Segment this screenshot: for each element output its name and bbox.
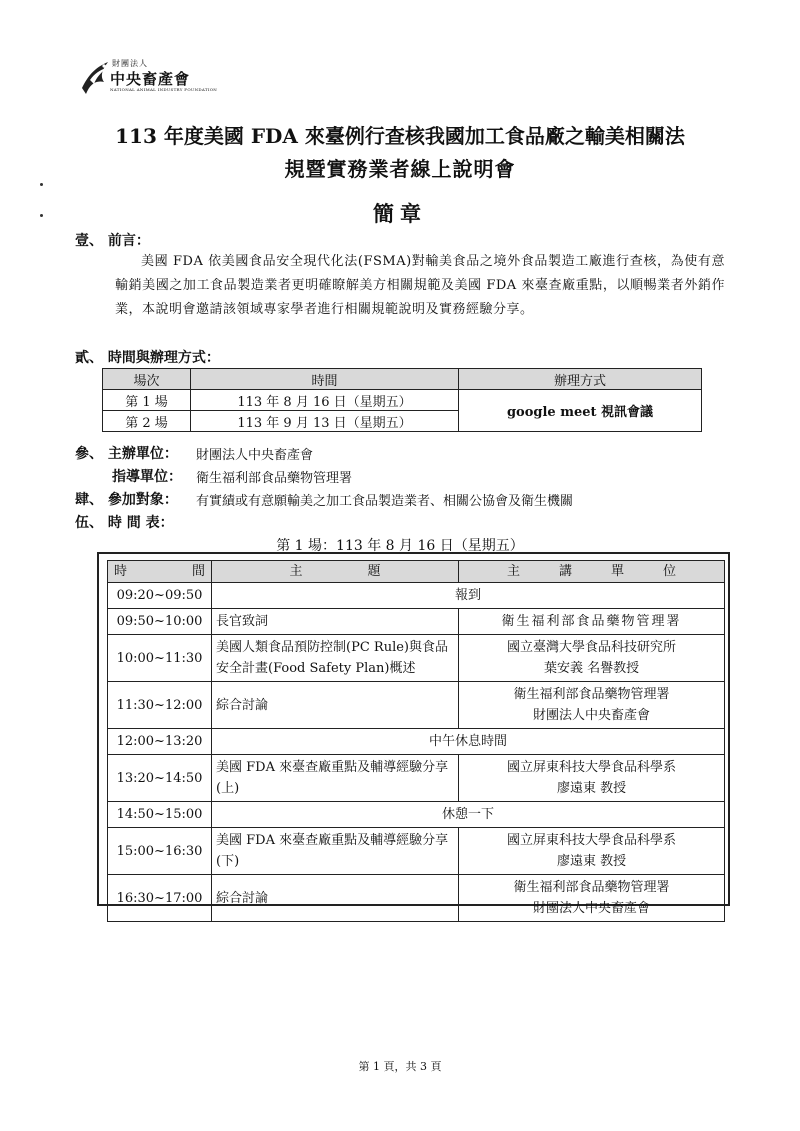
speaker-person: 廖遠東 教授	[556, 781, 627, 796]
row-topic: 綜合討論	[212, 875, 459, 922]
row-topic: 綜合討論	[212, 682, 459, 729]
logo-line1: 財團法人	[112, 59, 148, 68]
session-name: 第 2 場	[103, 411, 191, 432]
speaker-person: 廖遠東 教授	[556, 854, 627, 869]
sessions-header-time: 時間	[191, 369, 459, 390]
foundation-logo	[80, 58, 218, 98]
row-time: 09:20~09:50	[108, 583, 212, 609]
sessions-header-method: 辦理方式	[459, 369, 702, 390]
supervisor-value: 衛生福利部食品藥物管理署	[196, 471, 353, 486]
row-time: 15:00~16:30	[108, 828, 212, 875]
table-row	[108, 729, 725, 755]
row-time: 10:00~11:30	[108, 635, 212, 682]
page-title-line1: 113 年度美國 FDA 來臺例行查核我國加工食品廠之輸美相關法	[115, 124, 685, 148]
section-4-label: 肆、 參加對象：	[75, 492, 178, 508]
table-row	[108, 635, 725, 682]
page-title-line2: 規暨實務業者線上說明會	[284, 157, 516, 181]
speaker-unit: 國立屏東科技大學食品科學系	[507, 833, 677, 848]
row-topic: 中午休息時間	[212, 729, 725, 755]
logo-line2: 中央畜產會	[110, 70, 191, 88]
session-date: 113 年 9 月 13 日（星期五）	[191, 411, 459, 432]
speaker-unit: 衛生福利部食品藥物管理署	[513, 880, 670, 895]
table-row	[108, 583, 725, 609]
table-row	[108, 828, 725, 875]
row-speaker	[459, 755, 725, 802]
speaker-person: 財團法人中央畜產會	[533, 901, 651, 916]
participants-value: 有實績或有意願輸美之加工食品製造業者、相關公協會及衛生機關	[196, 494, 574, 509]
schedule-header-row	[108, 561, 725, 583]
row-topic: 美國 FDA 來臺查廠重點及輔導經驗分享(下)	[212, 828, 459, 875]
speaker-person: 葉安義 名譽教授	[543, 661, 640, 676]
row-topic: 休憩一下	[212, 802, 725, 828]
speaker-unit: 國立臺灣大學食品科技研究所	[507, 640, 677, 655]
row-speaker	[459, 875, 725, 922]
row-time: 11:30~12:00	[108, 682, 212, 729]
bird-emblem-icon	[80, 58, 112, 96]
schedule-header-time: 時 間	[108, 561, 212, 583]
row-time: 14:50~15:00	[108, 802, 212, 828]
row-time: 09:50~10:00	[108, 609, 212, 635]
logo-line3: NATIONAL ANIMAL INDUSTRY FOUNDATION	[110, 87, 218, 92]
row-time: 13:20~14:50	[108, 755, 212, 802]
table-row	[108, 755, 725, 802]
section-3b-label: 指導單位：	[112, 469, 182, 485]
row-topic: 美國 FDA 來臺查廠重點及輔導經驗分享(上)	[212, 755, 459, 802]
schedule-caption: 第 1 場：113 年 8 月 16 日（星期五）	[276, 538, 524, 554]
page-number: 第 1 頁，共 3 頁	[358, 1060, 442, 1073]
session-method: google meet 視訊會議	[459, 390, 702, 432]
table-row	[108, 802, 725, 828]
row-topic: 長官致詞	[212, 609, 459, 635]
section-1-text: 美國 FDA 依美國食品安全現代化法(FSMA)對輸美食品之境外食品製造工廠進行查核，為使有意輸銷美國之加工食品製造業者更明確瞭解美方相關規範及美國 FDA 來臺查廠重點，以順暢業者外銷作業，本說明會邀請該領域專家學者進行相關規範說明及實務經驗分享。	[115, 254, 725, 317]
schedule-header-topic: 主 題	[212, 561, 459, 583]
sessions-table	[102, 368, 702, 432]
organizer-value: 財團法人中央畜產會	[196, 448, 314, 463]
speaker-unit: 衛生福利部食品藥物管理署	[513, 687, 670, 702]
page-subtitle: 簡章	[373, 201, 427, 226]
section-1-label: 壹、 前言：	[75, 233, 150, 249]
row-speaker	[459, 828, 725, 875]
row-topic: 報到	[212, 583, 725, 609]
table-row	[103, 390, 702, 411]
section-2-label: 貳、 時間與辦理方式：	[75, 350, 220, 366]
row-speaker	[459, 682, 725, 729]
table-row	[108, 682, 725, 729]
row-speaker: 衛生福利部食品藥物管理署	[459, 609, 725, 635]
section-3-label: 參、 主辦單位：	[75, 446, 178, 462]
row-time: 12:00~13:20	[108, 729, 212, 755]
session-date: 113 年 8 月 16 日（星期五）	[191, 390, 459, 411]
margin-dot	[40, 183, 43, 186]
schedule-table	[107, 560, 725, 922]
table-row	[108, 875, 725, 922]
row-topic: 美國人類食品預防控制(PC Rule)與食品安全計畫(Food Safety Plan)概述	[212, 635, 459, 682]
sessions-header-session: 場次	[103, 369, 191, 390]
speaker-person: 財團法人中央畜產會	[533, 708, 651, 723]
table-row	[108, 609, 725, 635]
row-speaker	[459, 635, 725, 682]
row-time: 16:30~17:00	[108, 875, 212, 922]
session-name: 第 1 場	[103, 390, 191, 411]
section-5-label: 伍、 時 間 表：	[75, 515, 174, 531]
schedule-header-speaker: 主 講 單 位	[459, 561, 725, 583]
speaker-unit: 國立屏東科技大學食品科學系	[507, 760, 677, 775]
